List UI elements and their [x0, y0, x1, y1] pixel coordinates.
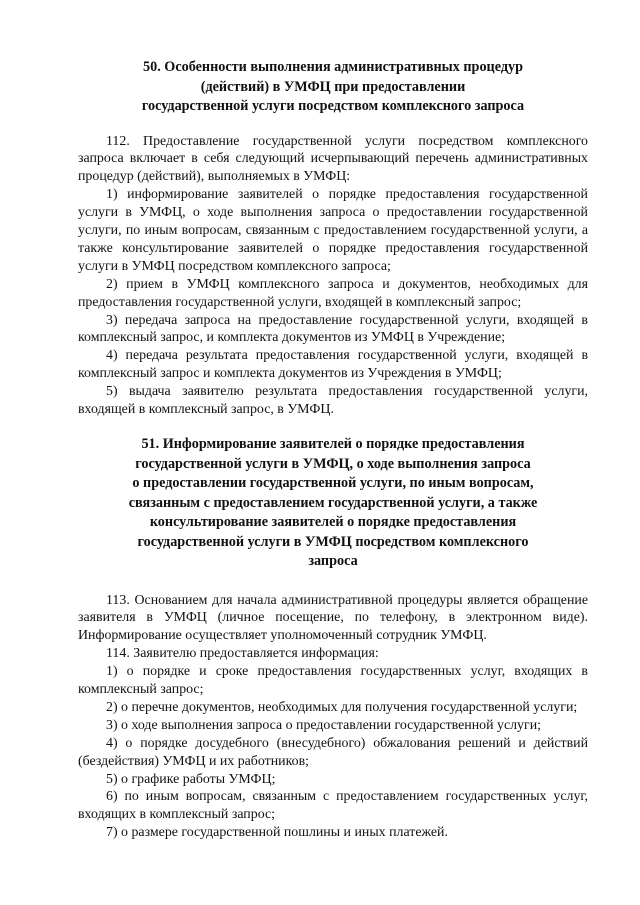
list-item: 5) о графике работы УМФЦ; [106, 771, 276, 787]
heading-line: государственной услуги в УМФЦ, о ходе выполнения запроса [135, 455, 531, 472]
list-item: 2) о перечне документов, необходимых для получения государственной услуги; [106, 699, 578, 715]
paragraph-114: 114. Заявителю предоставляется информация: [106, 646, 379, 662]
list-item: 3) о ходе выполнения запроса о предоставлении государственной услуги; [106, 717, 541, 733]
spacer [78, 572, 588, 592]
heading-line: консультирование заявителей о порядке предоставления [149, 514, 517, 530]
list-item: 1) о порядке и сроке предоставления государственных услуг, входящих в комплексный запрос; [78, 664, 588, 698]
heading-line: государственной услуги посредством комплексного запроса [141, 98, 525, 114]
heading-line: 50. Особенности выполнения административных процедур [143, 59, 523, 75]
section-51-heading [78, 435, 588, 572]
list-item: 4) передача результата предоставления государственной услуги, входящей в комплексный запрос и комплекта документов из Учреждения в УМФЦ; [78, 348, 588, 382]
paragraph-112: 112. Предоставление государственной услуги посредством комплексного запроса включает в себя следующий исчерпывающий перечень административных процедур (действий), выполняемых в УМФЦ: [78, 133, 588, 185]
document-page [78, 58, 588, 842]
list-item: 4) о порядке досудебного (внесудебного) обжалования решений и действий (бездействия) УМФЦ и их работников; [78, 735, 588, 769]
paragraph-113: 113. Основанием для начала административной процедуры является обращение заявителя в УМФЦ (личное посещение, по телефону, в электронном виде). Информирование осуществляет уполномоченный сотрудник УМФЦ. [78, 592, 588, 644]
section-50-body [78, 133, 588, 420]
list-item: 7) о размере государственной пошлины и иных платежей. [106, 825, 448, 841]
list-item: 6) по иным вопросам, связанным с предоставлением государственных услуг, входящих в комплексный запрос; [78, 789, 588, 823]
list-item: 2) прием в УМФЦ комплексного запроса и документов, необходимых для предоставления государственной услуги, входящей в комплексный запрос; [78, 276, 588, 310]
heading-line: 51. Информирование заявителей о порядке предоставления [141, 436, 525, 452]
spacer [78, 117, 588, 133]
list-item: 3) передача запроса на предоставление государственной услуги, входящей в комплексный запрос, и комплекта документов из УМФЦ в Учреждение; [78, 312, 588, 346]
list-item: 5) выдача заявителю результата предоставления государственной услуги, входящей в комплексный запрос, в УМФЦ. [78, 384, 588, 418]
section-51-body [78, 592, 588, 843]
heading-line: запроса [308, 553, 358, 569]
spacer [78, 419, 588, 435]
heading-line: государственной услуги в УМФЦ посредством комплексного [137, 533, 529, 550]
heading-line: связанным с предоставлением государственной услуги, а также [128, 494, 538, 511]
heading-line: о предоставлении государственной услуги, по иным вопросам, [132, 475, 534, 491]
section-50-heading [78, 58, 588, 117]
heading-line: (действий) в УМФЦ при предоставлении [200, 78, 466, 95]
list-item: 1) информирование заявителей о порядке предоставления государственной услуги в УМФЦ, о ходе выполнения запроса о предоставлении государственной услуги, по иным вопросам, связанным с предоставлением государственной услуги, а также консультирование заявителей о порядке предоставления государственной услуги в УМФЦ посредством комплексного запроса; [78, 187, 588, 274]
